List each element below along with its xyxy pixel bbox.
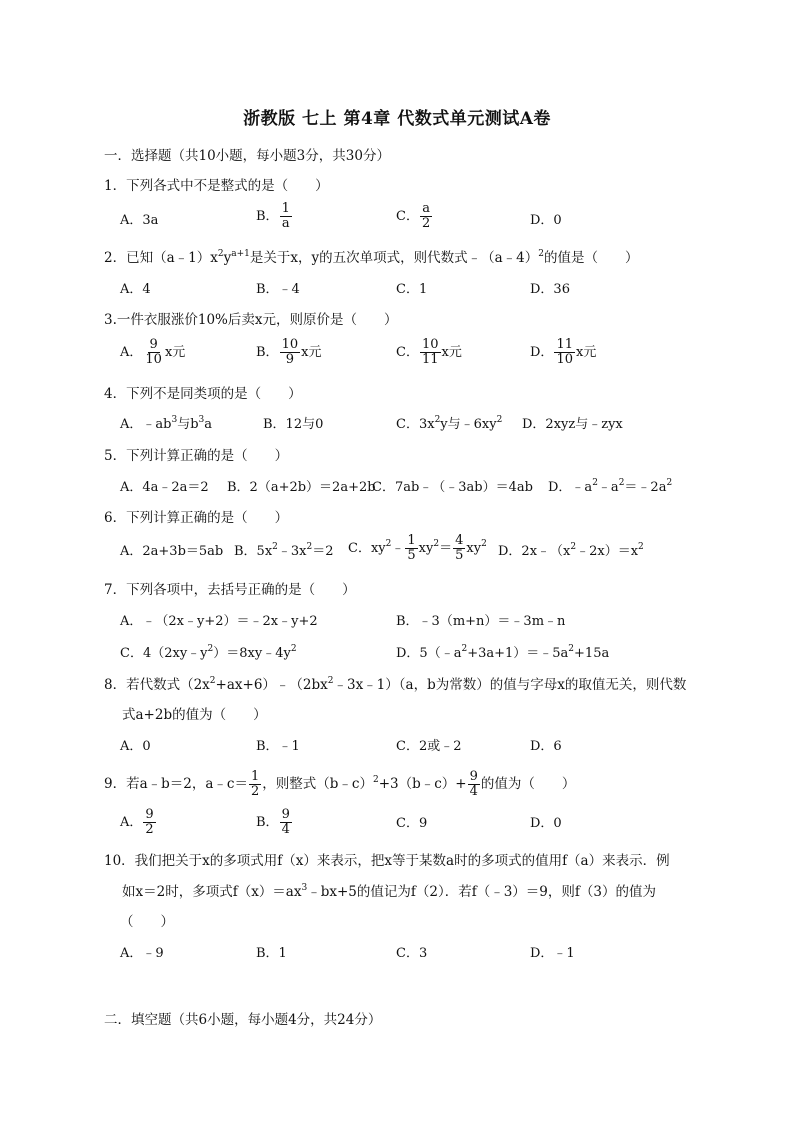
question-10-option-a: A．﹣9 bbox=[120, 946, 164, 961]
question-2-option-b: B．﹣4 bbox=[256, 282, 300, 297]
question-5-option-c: C．7ab﹣（﹣3ab）＝4ab bbox=[372, 480, 533, 495]
question-9-option-b: B． $\frac{9}{4}$ bbox=[256, 807, 290, 837]
question-6-option-b: B．$5x^2﹣3x^2=2$ bbox=[234, 542, 334, 559]
question-7-option-d: D．$5(﹣a^2+3a+1)=﹣5a^2+15a$ bbox=[396, 644, 610, 661]
question-8-option-b: B．﹣1 bbox=[256, 739, 300, 754]
question-3-option-c: C． $\frac{10}{11}$ x元 bbox=[396, 337, 462, 367]
question-3-stem: 3.一件衣服涨价10%后卖x元，则原价是（ ） bbox=[104, 312, 398, 328]
question-4-option-c: C．$3x^2y$与$﹣6xy^2$ bbox=[396, 415, 503, 432]
question-2-stem: 2．已知$(a﹣1)x^2y^{a+1}$是关于x，y的五次单项式，则代数式﹣（a﹣4）$^2$的值是（ ） bbox=[104, 249, 639, 266]
question-8-option-c: C．2或﹣2 bbox=[396, 739, 462, 754]
question-8-stem: 8．若代数式$(2x^2+ax+6)﹣(2bx^2﹣3x﹣1)(a$，b为常数）的值与字母x的取值无关，则代数 bbox=[104, 676, 687, 693]
question-8-stem-line2: 式a+2b的值为（ ） bbox=[122, 707, 267, 723]
question-9-option-c: C．9 bbox=[396, 816, 428, 831]
question-1-option-d: D．0 bbox=[530, 213, 562, 228]
question-9-option-d: D．0 bbox=[530, 816, 562, 831]
question-8-option-d: D．6 bbox=[530, 739, 562, 754]
question-5-option-b: B．2（a+2b）＝2a+2b bbox=[227, 480, 376, 495]
question-4-option-d: D．2xyz与﹣zyx bbox=[522, 417, 623, 432]
question-5-stem: 5．下列计算正确的是（ ） bbox=[104, 448, 289, 464]
question-9-stem: 9．若a﹣b＝2，a﹣c＝ $\frac{1}{2}$ ，则整式（b﹣c）$^2$+3（b﹣c）+ $\frac{9}{4}$ 的值为（ ） bbox=[104, 769, 576, 799]
question-10-stem-line2: 如x＝2时，多项式$f(x)=ax^3﹣bx+5$的值记为f（2）．若f（﹣3）＝9，则f（3）的值为 bbox=[122, 883, 656, 900]
fraction: $\frac{a}{2}$ bbox=[421, 201, 431, 231]
question-10-option-b: B．1 bbox=[256, 946, 287, 961]
question-1-stem: 1．下列各式中不是整式的是（ ） bbox=[104, 178, 329, 194]
question-6-stem: 6．下列计算正确的是（ ） bbox=[104, 510, 289, 526]
question-6-option-d: D．$2x﹣(x^2﹣2x)=x^2$ bbox=[498, 542, 644, 559]
page-title: 浙教版 七上 第4章 代数式单元测试A卷 bbox=[243, 109, 551, 129]
question-4-stem: 4．下列不是同类项的是（ ） bbox=[104, 386, 302, 402]
question-5-option-a: A．4a﹣2a＝2 bbox=[120, 480, 209, 495]
question-4-option-a: A．$﹣ab^3$与$b^3a$ bbox=[120, 415, 213, 432]
question-10-option-d: D．﹣1 bbox=[530, 946, 575, 961]
question-7-option-c: C．$4(2xy﹣y^2)=8xy﹣4y^2$ bbox=[120, 644, 297, 661]
question-1-option-a: A．3a bbox=[120, 213, 159, 228]
question-3-option-d: D． $\frac{11}{10}$ x元 bbox=[530, 337, 597, 367]
fraction: $\frac{1}{a}$ bbox=[281, 201, 290, 231]
question-10-stem-line3: （ ） bbox=[120, 914, 174, 930]
question-6-option-c: C．$xy^2﹣$ $\frac{1}{5}$ $xy^2=$ $\frac{4}{5}$ $xy^2$ bbox=[348, 533, 487, 563]
question-1-option-b: B． $\frac{1}{a}$ bbox=[256, 201, 290, 231]
question-9-option-a: A． $\frac{9}{2}$ bbox=[120, 807, 154, 837]
question-10-stem: 10．我们把关于x的多项式用f（x）来表示，把x等于某数a时的多项式的值用f（a）来表示．例 bbox=[104, 853, 670, 869]
question-2-option-a: A．4 bbox=[120, 282, 151, 297]
question-10-option-c: C．3 bbox=[396, 946, 428, 961]
question-7-option-a: A．﹣（2x﹣y+2）＝﹣2x﹣y+2 bbox=[120, 614, 318, 629]
question-3-option-a: A． $\frac{9}{10}$ x元 bbox=[120, 337, 186, 367]
question-2-option-d: D．36 bbox=[530, 282, 570, 297]
question-8-option-a: A．0 bbox=[120, 739, 151, 754]
question-1-option-c: C． $\frac{a}{2}$ bbox=[396, 201, 431, 231]
question-4-option-b: B．12与0 bbox=[263, 417, 324, 432]
question-7-option-b: B．﹣3（m+n）＝﹣3m﹣n bbox=[396, 614, 566, 629]
question-6-option-a: A．2a+3b＝5ab bbox=[120, 544, 224, 559]
question-5-option-d: D．$﹣a^2﹣a^2=﹣2a^2$ bbox=[548, 478, 673, 495]
question-7-stem: 7．下列各项中，去括号正确的是（ ） bbox=[104, 582, 356, 598]
question-2-option-c: C．1 bbox=[396, 282, 428, 297]
question-3-option-b: B． $\frac{10}{9}$ x元 bbox=[256, 337, 322, 367]
section-heading-choice: 一．选择题（共10小题，每小题3分，共30分） bbox=[104, 148, 390, 164]
section-heading-fill-blank: 二．填空题（共6小题，每小题4分，共24分） bbox=[104, 1012, 382, 1028]
